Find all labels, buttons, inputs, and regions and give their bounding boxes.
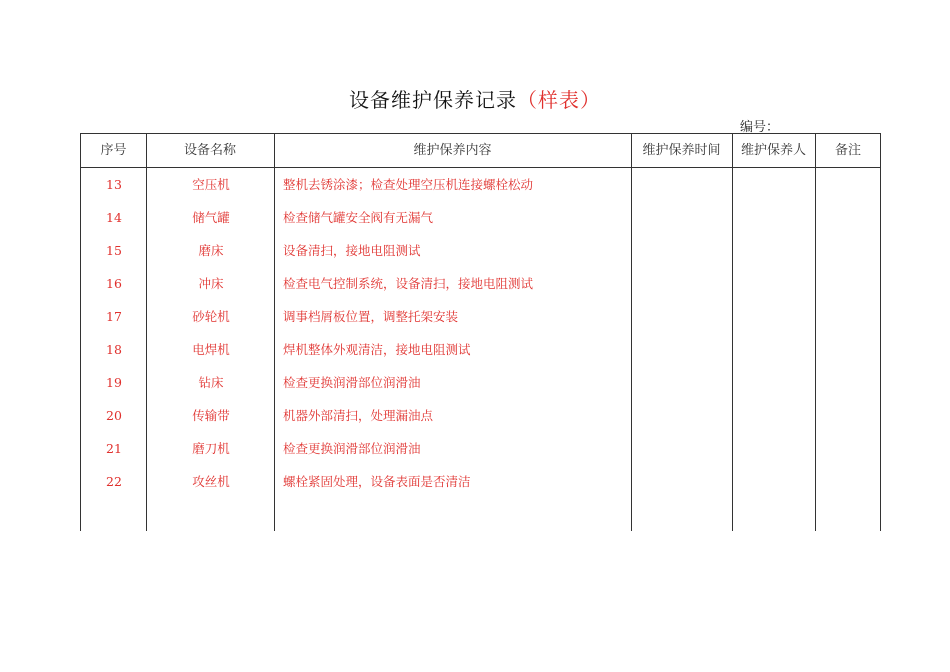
row-no: 13 [106, 177, 122, 192]
row-maintenance-content: 焊机整体外观清洁，接地电阻测试 [283, 342, 471, 357]
row-no: 14 [106, 210, 122, 225]
row-maintenance-content: 检查电气控制系统，设备清扫，接地电阻测试 [283, 276, 534, 291]
row-maintenance-content: 设备清扫，接地电阻测试 [283, 243, 421, 258]
table-row [81, 267, 880, 300]
header-equipment-name: 设备名称 [183, 143, 236, 158]
row-equipment-name: 储气罐 [192, 210, 230, 225]
table-row [81, 300, 880, 333]
row-maintenance-content: 检查更换润滑部位润滑油 [283, 441, 421, 456]
header-remark: 备注 [834, 143, 861, 158]
row-no: 20 [106, 408, 122, 423]
header-maintenance-person: 维护保养人 [740, 143, 806, 158]
row-equipment-name: 钻床 [198, 375, 224, 390]
page-title [0, 84, 950, 113]
row-equipment-name: 电焊机 [192, 342, 230, 357]
row-no: 21 [106, 441, 122, 456]
row-maintenance-content: 整机去锈涂漆；检查处理空压机连接螺栓松动 [283, 177, 534, 192]
row-equipment-name: 磨刀机 [192, 441, 230, 456]
title-sample-note: （样表） [517, 88, 601, 112]
header-no: 序号 [100, 143, 127, 158]
row-equipment-name: 冲床 [198, 276, 224, 291]
row-no: 17 [106, 309, 122, 324]
row-maintenance-content: 调事档屑板位置，调整托架安装 [283, 309, 459, 324]
row-no: 22 [106, 474, 122, 489]
row-equipment-name: 攻丝机 [192, 474, 230, 489]
maintenance-table [80, 133, 881, 531]
table-row [81, 201, 880, 234]
row-equipment-name: 传输带 [192, 408, 230, 423]
table-row [81, 465, 880, 498]
row-equipment-name: 空压机 [192, 177, 230, 192]
table-row [81, 399, 880, 432]
row-no: 18 [106, 342, 122, 357]
table-row [81, 366, 880, 399]
row-equipment-name: 砂轮机 [192, 309, 230, 324]
title-main: 设备维护保养记录 [349, 88, 517, 112]
row-no: 19 [106, 375, 122, 390]
row-maintenance-content: 机器外部清扫，处理漏油点 [283, 408, 434, 423]
row-maintenance-content: 检查储气罐安全阀有无漏气 [283, 210, 434, 225]
table-row [81, 432, 880, 465]
row-equipment-name: 磨床 [198, 243, 224, 258]
row-no: 15 [106, 243, 122, 258]
header-maintenance-time: 维护保养时间 [642, 143, 721, 158]
row-maintenance-content: 检查更换润滑部位润滑油 [283, 375, 421, 390]
table-row [81, 234, 880, 267]
table-row [81, 333, 880, 366]
row-no: 16 [106, 276, 122, 291]
header-maintenance-content: 维护保养内容 [413, 143, 492, 158]
table-row [81, 168, 880, 201]
row-maintenance-content: 螺栓紧固处理，设备表面是否清洁 [283, 474, 471, 489]
record-number-label: 编号： [740, 120, 780, 135]
